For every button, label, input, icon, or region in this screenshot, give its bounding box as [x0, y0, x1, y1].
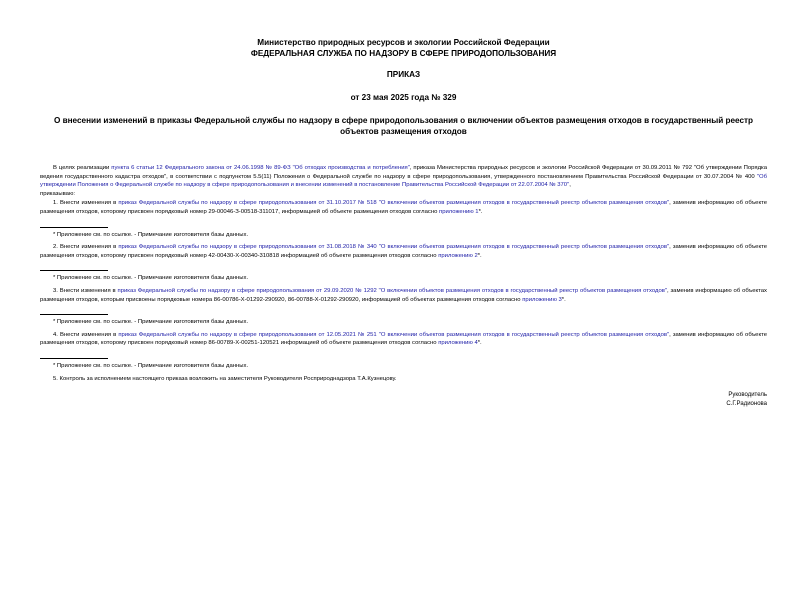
- appendix-link[interactable]: приложению 3: [522, 296, 562, 303]
- regulation-link[interactable]: "Об утверждении Положения о Федеральной службе по надзору в сфере природопользования и внесении изменений в постановление Правительства Российской Федерации от 22.07.2004 № 370": [40, 173, 767, 189]
- item-text: *.: [477, 340, 482, 347]
- item-text: *.: [477, 252, 482, 259]
- item-text: 1. Внести изменения в: [53, 200, 119, 207]
- signature-block: [40, 391, 767, 409]
- order-word: приказываю:: [40, 190, 76, 197]
- footnote-separator: [40, 227, 108, 228]
- document-body: [40, 164, 767, 409]
- appendix-link[interactable]: приложению 4: [438, 340, 478, 347]
- item-1: [40, 199, 767, 216]
- preamble-paragraph: [40, 164, 767, 190]
- footnote: * Приложение см. по ссылке. - Примечание изготовителя базы данных.: [53, 275, 249, 282]
- item-text: 2. Внести изменения в: [53, 244, 119, 251]
- footnote: * Приложение см. по ссылке. - Примечание изготовителя базы данных.: [53, 231, 249, 238]
- ministry-name: Министерство природных ресурсов и экологии Российской Федерации: [257, 38, 550, 47]
- item-text: 4. Внести изменения в: [53, 331, 119, 338]
- preamble-text: В целях реализации: [53, 165, 112, 171]
- document-page: [0, 38, 807, 609]
- preamble-text: , приказа Министерства природных ресурсов и экологии Российской Федерации от 30.09.2011 № 792 "Об утверждении Порядка ведения государственного кадастра отходов", в соответствии с подпунктом 5.5(11) Положения о Федеральной службе по надзору в сфере природопользования, утвержденного постановлением Правительства Российской Федерации от 30.07.2004 № 400: [40, 165, 767, 180]
- footnote: * Приложение см. по ссылке. - Примечание изготовителя базы данных.: [53, 362, 249, 369]
- item-3: [40, 287, 767, 304]
- service-name: ФЕДЕРАЛЬНАЯ СЛУЖБА ПО НАДЗОРУ В СФЕРЕ ПРИРОДОПОЛЬЗОВАНИЯ: [250, 48, 557, 58]
- document-subject: О внесении изменений в приказы Федеральной службы по надзору в сфере природопользования о включении объектов размещения отходов в государственный реестр объектов размещения отходов: [53, 116, 754, 136]
- item-text: *.: [561, 296, 566, 303]
- item-4: [40, 331, 767, 348]
- order-link[interactable]: приказ Федеральной службы по надзору в сфере природопользования от 31.10.2017 № 518 "О включении объектов размещения отходов в государственный реестр объектов размещения отходов": [118, 200, 670, 207]
- item-text: , заменив информацию об объекте размещения отходов, которому присвоен порядковый номер 86-00789-Х-00251-120521 информацией об объекте размещения отходов согласно: [40, 331, 768, 347]
- item-text: , заменив информацию об объекте размещения отходов, которому присвоен порядковый номер 42-00430-Х-00340-310818 информацией об объекте размещения отходов согласно: [40, 244, 768, 259]
- footnote-separator: [40, 314, 108, 315]
- item-text: *.: [478, 208, 483, 215]
- order-link[interactable]: приказ Федеральной службы по надзору в сфере природопользования от 31.08.2018 № 340 "О включении объектов размещения отходов в государственный реестр объектов размещения отходов": [118, 244, 670, 251]
- item-5: 5. Контроль за исполнением настоящего приказа возложить на заместителя Руководителя Росприроднадзора Т.А.Кузнецову.: [53, 375, 397, 382]
- appendix-link[interactable]: приложению 2: [438, 252, 478, 259]
- item-2: [40, 243, 767, 260]
- order-link[interactable]: приказ Федеральной службы по надзору в сфере природопользования от 12.05.2021 № 251 "О включении объектов размещения отходов в государственный реестр объектов размещения отходов": [118, 331, 670, 338]
- preamble-text: ,: [569, 182, 571, 189]
- footnote-separator: [40, 358, 108, 359]
- order-link[interactable]: приказ Федеральной службы по надзору в сфере природопользования от 29.09.2020 № 1292 "О включении объектов размещения отходов в государственный реестр объектов размещения отходов": [117, 287, 667, 294]
- law-link[interactable]: пункта 6 статьи 12 Федерального закона от 24.06.1998 № 89-ФЗ "Об отходах производства и потребления": [111, 165, 410, 171]
- footnote: * Приложение см. по ссылке. - Примечание изготовителя базы данных.: [53, 319, 249, 326]
- footnote-separator: [40, 270, 108, 271]
- signature-position: Руководитель: [728, 392, 767, 399]
- item-text: , заменив информацию об объектах размещения отходов, которым присвоены порядковые номера 86-00786-Х-01292-290920, 86-00788-Х-01292-290920, информацией об объектах размещения отходов согласно: [40, 287, 767, 303]
- document-type: ПРИКАЗ: [386, 70, 421, 79]
- document-date-number: от 23 мая 2025 года № 329: [350, 92, 457, 102]
- signature-name: С.Г.Радионова: [726, 401, 767, 408]
- item-text: 3. Внести изменения в: [53, 287, 118, 294]
- appendix-link[interactable]: приложению 1: [439, 208, 479, 215]
- item-text: , заменив информацию об объекте размещения отходов, которому присвоен порядковый номер 29-00046-З-00518-311017, информацией об объекте размещения отходов согласно: [40, 200, 768, 215]
